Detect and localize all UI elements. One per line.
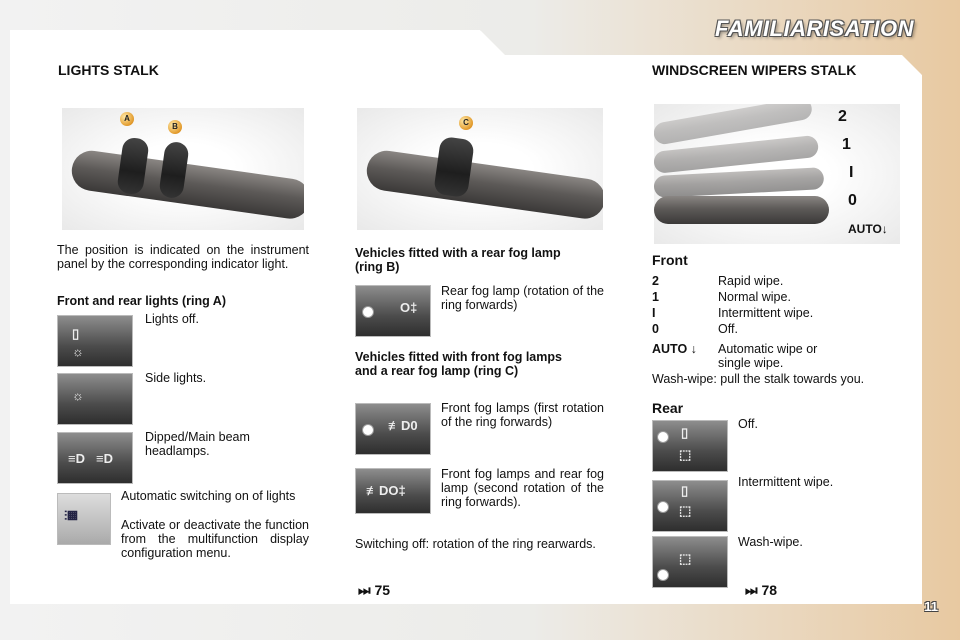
wiper-label: Normal wipe. — [718, 290, 791, 304]
stalk-position-0: 0 — [848, 192, 857, 209]
stalk-tip — [657, 501, 669, 513]
badge-c: C — [459, 116, 473, 130]
rear-wiper-icon: ⬚ — [679, 503, 692, 518]
auto-switching-text: Automatic switching on of lights — [121, 489, 296, 503]
sidelight-icon: ☼ — [72, 344, 84, 359]
rear-intermittent-thumb — [652, 480, 728, 532]
lights-intro-text: The position is indicated on the instrument panel by the corresponding indicator light. — [57, 243, 309, 271]
stalk-position-auto: AUTO↓ — [848, 222, 888, 236]
wash-wipe-text: Wash-wipe: pull the stalk towards you. — [652, 372, 865, 386]
main-beam-icon: ≡D — [96, 451, 113, 466]
front-fog-text: Front fog lamps (first rotation of the ring forwards) — [441, 401, 604, 429]
lights-off-thumb — [57, 315, 133, 367]
stalk-body — [364, 148, 603, 221]
rear-fog-heading: Vehicles fitted with a rear fog lamp (ring B) — [355, 246, 561, 274]
wiper-label: Off. — [718, 322, 738, 336]
wipers-stalk-photo — [654, 104, 900, 244]
wiper-key: 1 — [652, 290, 659, 304]
rear-wiper-icon: ⬚ — [679, 447, 692, 462]
display-settings-icon: ⫶▦ — [64, 508, 78, 523]
wiper-label: Rapid wipe. — [718, 274, 784, 288]
stalk-position-2: 2 — [838, 108, 847, 125]
activate-text: Activate or deactivate the function from the multifunction display configuration menu. — [121, 518, 309, 560]
rear-fog-text: Rear fog lamp (rotation of the ring forwards) — [441, 284, 604, 312]
auto-lights-thumb — [57, 493, 111, 545]
wiper-stalk-body — [654, 196, 829, 224]
rear-wash-thumb — [652, 536, 728, 588]
stalk-tip — [657, 569, 669, 581]
stalk-position-1: 1 — [842, 136, 851, 153]
front-fog-icon: ≢D0 — [388, 418, 418, 433]
rear-intermittent-label: Intermittent wipe. — [738, 475, 834, 489]
front-rear-fog-icon: ≢DO‡ — [366, 483, 406, 498]
front-fog-heading: Vehicles fitted with front fog lamps and a rear fog lamp (ring C) — [355, 350, 562, 378]
rear-fog-thumb — [355, 285, 431, 337]
wiper-key: I — [652, 306, 656, 320]
stalk-tip — [362, 306, 374, 318]
page-header-title: FAMILIARISATION — [715, 16, 914, 41]
rear-wash-label: Wash-wipe. — [738, 535, 803, 549]
sidelight-icon: ☼ — [72, 388, 84, 403]
rear-washer-icon: ⬚ — [679, 551, 692, 566]
front-fog-thumb — [355, 403, 431, 455]
wiper-label: Intermittent wipe. — [718, 306, 814, 320]
badge-a: A — [120, 112, 134, 126]
headlamp-icon: ≡D — [68, 451, 85, 466]
rear-wiper-off-icon: ▯ — [681, 425, 689, 440]
stalk-position-i: I — [849, 164, 854, 181]
stalk-tip — [362, 424, 374, 436]
dipped-main-label: Dipped/Main beam headlamps. — [145, 430, 250, 458]
rear-off-label: Off. — [738, 417, 758, 431]
side-lights-label: Side lights. — [145, 371, 207, 385]
front-wiper-heading: Front — [652, 252, 688, 268]
lights-off-label: Lights off. — [145, 312, 199, 326]
page-ref-wipers[interactable]: ⏭ 78 — [745, 582, 778, 598]
wiper-key: 0 — [652, 322, 659, 336]
side-lights-thumb — [57, 373, 133, 425]
front-rear-fog-text: Front fog lamps and rear fog lamp (second rotation of the ring forwards). — [441, 467, 604, 509]
ghost-stalk-position — [654, 167, 824, 198]
fog-switch-off-text: Switching off: rotation of the ring rearwards. — [355, 537, 596, 551]
rear-wiper-heading: Rear — [652, 400, 684, 416]
page-ref-lights[interactable]: ⏭ 75 — [358, 582, 391, 598]
rear-off-thumb — [652, 420, 728, 472]
forward-arrow-icon: ⏭ — [358, 582, 371, 598]
page-number: 11 — [924, 599, 938, 614]
wipers-stalk-title: WINDSCREEN WIPERS STALK — [652, 62, 857, 78]
wiper-key: 2 — [652, 274, 659, 288]
lights-stalk-photo-ab — [62, 108, 304, 230]
ring-a-heading: Front and rear lights (ring A) — [57, 294, 226, 308]
stalk-tip — [657, 431, 669, 443]
wiper-key: AUTO ↓ — [652, 342, 697, 356]
badge-b: B — [168, 120, 182, 134]
front-rear-fog-thumb — [355, 468, 431, 514]
lights-stalk-photo-c — [357, 108, 603, 230]
forward-arrow-icon: ⏭ — [745, 582, 758, 598]
lights-off-icon: ▯ — [72, 326, 80, 341]
rear-fog-icon: O‡ — [400, 300, 418, 315]
dipped-main-thumb — [57, 432, 133, 484]
lights-stalk-title: LIGHTS STALK — [58, 62, 159, 78]
rear-wiper-off-icon: ▯ — [681, 483, 689, 498]
wiper-label: Automatic wipe or single wipe. — [718, 342, 818, 370]
